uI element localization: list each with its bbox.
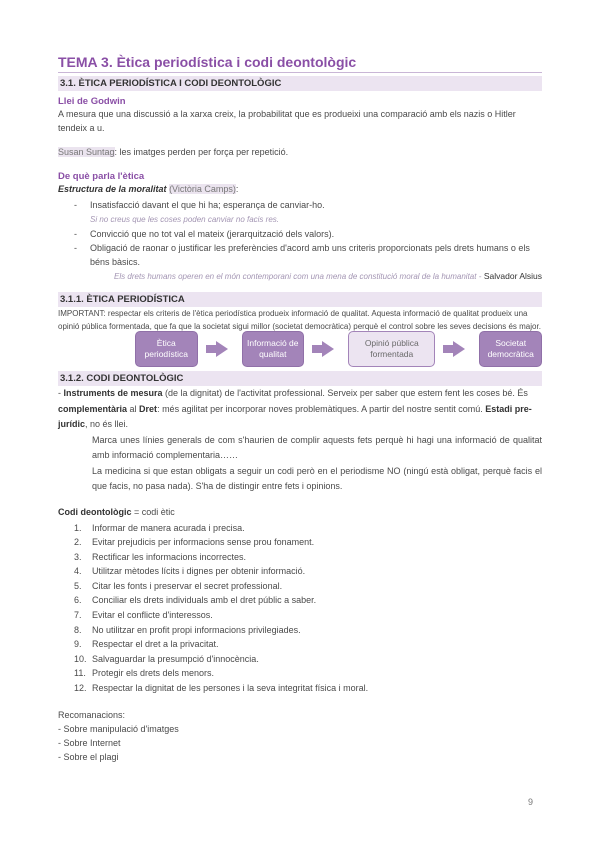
list-item-text: Utilitzar mètodes lícits i dignes per obtenir informació. <box>92 566 306 577</box>
page-number: 9 <box>528 797 534 807</box>
sontag-text: : les imatges perden per força per repetició. <box>114 147 289 157</box>
list-number: 8. <box>74 624 82 635</box>
list-number: 2. <box>74 537 82 548</box>
important-text: IMPORTANT: respectar els criteris de l'ètica periodística produeix informació de qualitat. Aquesta informació de qualitat produeix una opinió pública formentada, que fa que la societat sigui millor (societat democràtica) perquè el control sobre les seves decisions és major. <box>58 309 541 331</box>
text-run: : més agilitat per incorporar noves problemàtiques. A partir del nostre sentit comú. <box>157 403 486 414</box>
list-number: 7. <box>74 610 82 621</box>
list-item <box>74 227 542 241</box>
list-item <box>74 198 542 227</box>
list-number: 10. <box>74 653 87 664</box>
final-quote: Els drets humans operen en el món contemporani com una mena de constitució moral de la humanitat - <box>114 272 482 281</box>
text-run: , no és llei. <box>85 419 129 429</box>
list-item-text: Convicció que no tot val el mateix (jerarquització dels valors). <box>90 229 335 239</box>
codi-numbered-list <box>58 521 542 696</box>
page-title: TEMA 3. Ètica periodística i codi deontològic <box>58 54 542 73</box>
list-number: 12. <box>74 683 87 694</box>
list-number: 3. <box>74 551 82 562</box>
list-item <box>58 579 542 594</box>
list-item-text: Respectar la dignitat de les persones i la seva integritat física i moral. <box>92 683 369 694</box>
list-item-text: Insatisfacció davant el que hi ha; esperança de canviar-ho. <box>90 200 325 210</box>
instruments-paragraph <box>58 386 542 433</box>
list-item <box>58 521 542 536</box>
heading-etica: De què parla l'ètica <box>58 171 145 182</box>
text-run: - <box>58 388 64 398</box>
text-bold: Dret <box>139 403 158 414</box>
estructura-label: Estructura de la moralitat <box>58 184 167 194</box>
medicina-paragraph: La medicina si que estan obligats a seguir un codi però en el periodisme NO (ningú està obligat, perquè facis el que facis, no pasa nada). S'ha de distingir entre fets i opinions. <box>92 465 542 491</box>
list-number: 1. <box>74 522 82 533</box>
list-item-text: Citar les fonts i preservar el secret professional. <box>92 580 283 591</box>
list-item <box>58 666 542 681</box>
moralitat-list <box>58 198 542 269</box>
list-item <box>58 623 542 638</box>
codi-eq: = codi ètic <box>131 506 175 517</box>
final-quote-line <box>58 269 542 284</box>
flow-box-opinio: Opinió pública formentada <box>348 331 435 367</box>
list-number: 9. <box>74 639 82 650</box>
flow-arrow-icon <box>445 341 473 357</box>
codi-label: Codi deontològic <box>58 506 132 517</box>
list-item-text: Obligació de raonar o justificar les preferències d'acord amb uns criteris proporcionats pels drets humans o els béns bàsics. <box>90 243 530 267</box>
list-item <box>58 550 542 565</box>
final-author: Salvador Alsius <box>483 271 542 281</box>
section-bar-3-1-1: 3.1.1. ÈTICA PERIODÍSTICA <box>58 292 542 307</box>
godwin-text: A mesura que una discussió a la xarxa creix, la probabilitat que es produeixi una comparació amb els nazis o Hitler tendeix a u. <box>58 109 516 133</box>
text-bold: complementària <box>58 403 128 414</box>
list-item <box>58 564 542 579</box>
list-number: 5. <box>74 580 82 591</box>
codi-line <box>58 505 542 519</box>
flow-diagram <box>135 331 542 367</box>
list-item-text: Rectificar les informacions incorrectes. <box>92 551 247 562</box>
flow-arrow-icon <box>314 341 342 357</box>
estructura-colon: : <box>235 184 239 194</box>
flow-box-informacio: Informació de qualitat <box>242 331 305 367</box>
text-bold: Estadi pre-jurídic <box>58 403 532 429</box>
list-number: 6. <box>74 595 82 606</box>
item-quote: Si no creus que les coses poden canviar no facis res. <box>90 215 279 224</box>
heading-godwin: Llei de Godwin <box>58 96 126 107</box>
list-item-text: Evitar prejudicis per informacions sense prou fonament. <box>92 537 315 548</box>
list-item-text: Salvaguardar la presumpció d'innocència. <box>92 653 259 664</box>
sontag-name: Susan Suntag <box>58 147 115 157</box>
flow-box-etica: Ètica periodística <box>135 331 198 367</box>
list-item <box>58 652 542 667</box>
recom-item: - Sobre manipulació d'imatges <box>58 723 179 734</box>
list-item <box>74 241 542 269</box>
list-item <box>58 637 542 652</box>
list-item-text: No utilitzar en profit propi informacions privilegiades. <box>92 624 301 635</box>
list-item <box>58 608 542 623</box>
list-item-text: Respectar el dret a la privacitat. <box>92 639 219 650</box>
list-number: 11. <box>74 668 86 679</box>
recom-heading: Recomanacions: <box>58 709 126 720</box>
marca-paragraph: Marca unes línies generals de com s'haurien de complir aquests fets perquè hi hagi una informació de qualitat amb informació complementaria…… <box>92 434 542 460</box>
text-run: (de la dignitat) de l'activitat professional. Serveix per saber que estem fent les coses bé. És <box>162 388 528 398</box>
section-bar-3-1-2: 3.1.2. CODI DEONTOLÒGIC <box>58 371 542 386</box>
estructura-line <box>58 182 542 196</box>
list-item-text: Informar de manera acurada i precisa. <box>92 522 245 533</box>
text-run: al <box>127 403 140 414</box>
list-item-text: Evitar el conflicte d'interessos. <box>92 610 213 621</box>
flow-box-societat: Societat democràtica <box>479 331 542 367</box>
recom-item: - Sobre el plagi <box>58 751 119 762</box>
sontag-paragraph <box>58 145 542 159</box>
text-bold: Instruments de mesura <box>63 388 163 398</box>
estructura-author: (Victòria Camps) <box>169 184 236 194</box>
document-page <box>58 54 542 764</box>
list-item <box>58 593 542 608</box>
recom-item: - Sobre Internet <box>58 737 121 748</box>
list-item-text: Protegir els drets dels menors. <box>92 668 215 679</box>
list-item <box>58 681 542 696</box>
list-item <box>58 535 542 550</box>
list-item-text: Conciliar els drets individuals amb el dret públic a saber. <box>92 595 317 606</box>
list-number: 4. <box>74 566 82 577</box>
flow-arrow-icon <box>208 341 236 357</box>
section-bar-3-1: 3.1. ÈTICA PERIODÍSTICA I CODI DEONTOLÒGIC <box>58 76 542 91</box>
